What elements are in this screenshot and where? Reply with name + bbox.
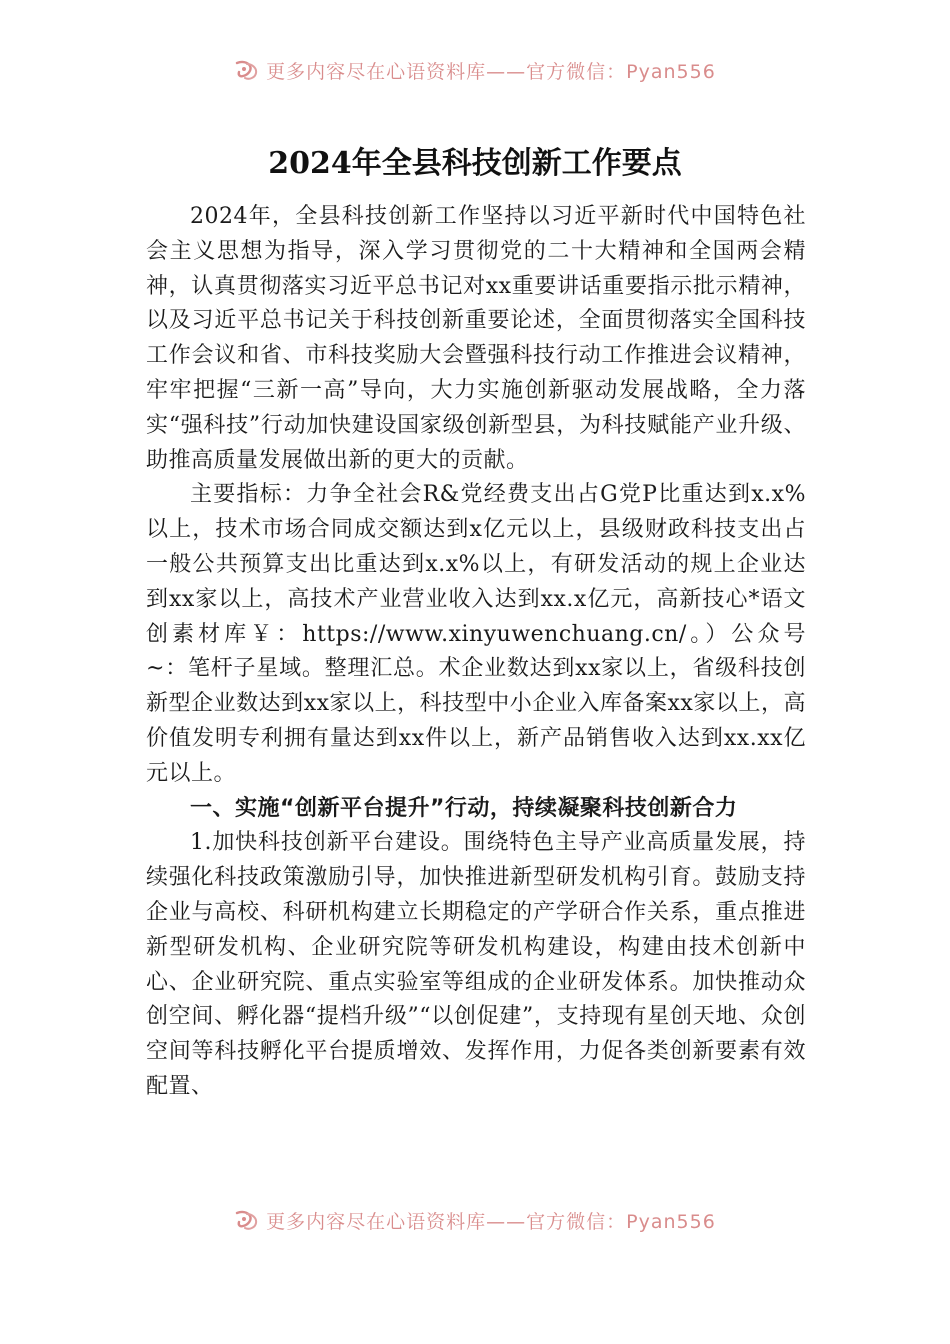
section-paragraph: 1.加快科技创新平台建设。围绕特色主导产业高质量发展，持续强化科技政策激励引导，加快推进新型研发机构引育。鼓励支持企业与高校、科研机构建立长期稳定的产学研合作关系，重点推进新型研发机构、企业研究院等研发机构建设，构建由技术创新中心、企业研究院、重点实验室等组成的企业研发体系。加快推动众创空间、孵化器“提档升级”“以创促建”，支持现有星创天地、众创空间等科技孵化平台提质增效、发挥作用，力促各类创新要素有效配置、 (146, 830, 806, 1099)
page-title: 2024年全县科技创新工作要点 (268, 146, 682, 181)
section-heading: 一、实施“创新平台提升”行动，持续凝聚科技创新合力 (190, 795, 738, 821)
watermark-footer (0, 1206, 950, 1234)
watermark-logo-icon (234, 59, 260, 81)
indicators-paragraph: 主要指标：力争全社会R&党经费支出占G党P比重达到x.x%以上，技术市场合同成交额达到x亿元以上，县级财政科技支出占一般公共预算支出比重达到x.x%以上，有研发活动的规上企业达到xx家以上，高技术产业营业收入达到xx.x亿元，高新技心*语文创素材库￥：https://www.xinyuwenchuang.cn/。）公众号~：笔杆子星域。整理汇总。术企业数达到xx家以上，省级科技创新型企业数达到xx家以上，科技型中小企业入库备案xx家以上，高价值发明专利拥有量达到xx件以上，新产品销售收入达到xx.xx亿元以上。 (146, 482, 806, 786)
watermark-header (0, 56, 950, 84)
document-body (146, 200, 806, 1105)
watermark-text: 更多内容尽在心语资料库——官方微信：Pyan556 (266, 60, 716, 83)
watermark-text: 更多内容尽在心语资料库——官方微信：Pyan556 (266, 1210, 716, 1233)
watermark-logo-icon (234, 1209, 260, 1231)
intro-paragraph: 2024年，全县科技创新工作坚持以习近平新时代中国特色社会主义思想为指导，深入学习贯彻党的二十大精神和全国两会精神，认真贯彻落实习近平总书记对xx重要讲话重要指示批示精神，以及习近平总书记关于科技创新重要论述，全面贯彻落实全国科技工作会议和省、市科技奖励大会暨强科技行动工作推进会议精神，牢牢把握“三新一高”导向，大力实施创新驱动发展战略，全力落实“强科技”行动加快建设国家级创新型县，为科技赋能产业升级、助推高质量发展做出新的更大的贡献。 (146, 204, 806, 473)
